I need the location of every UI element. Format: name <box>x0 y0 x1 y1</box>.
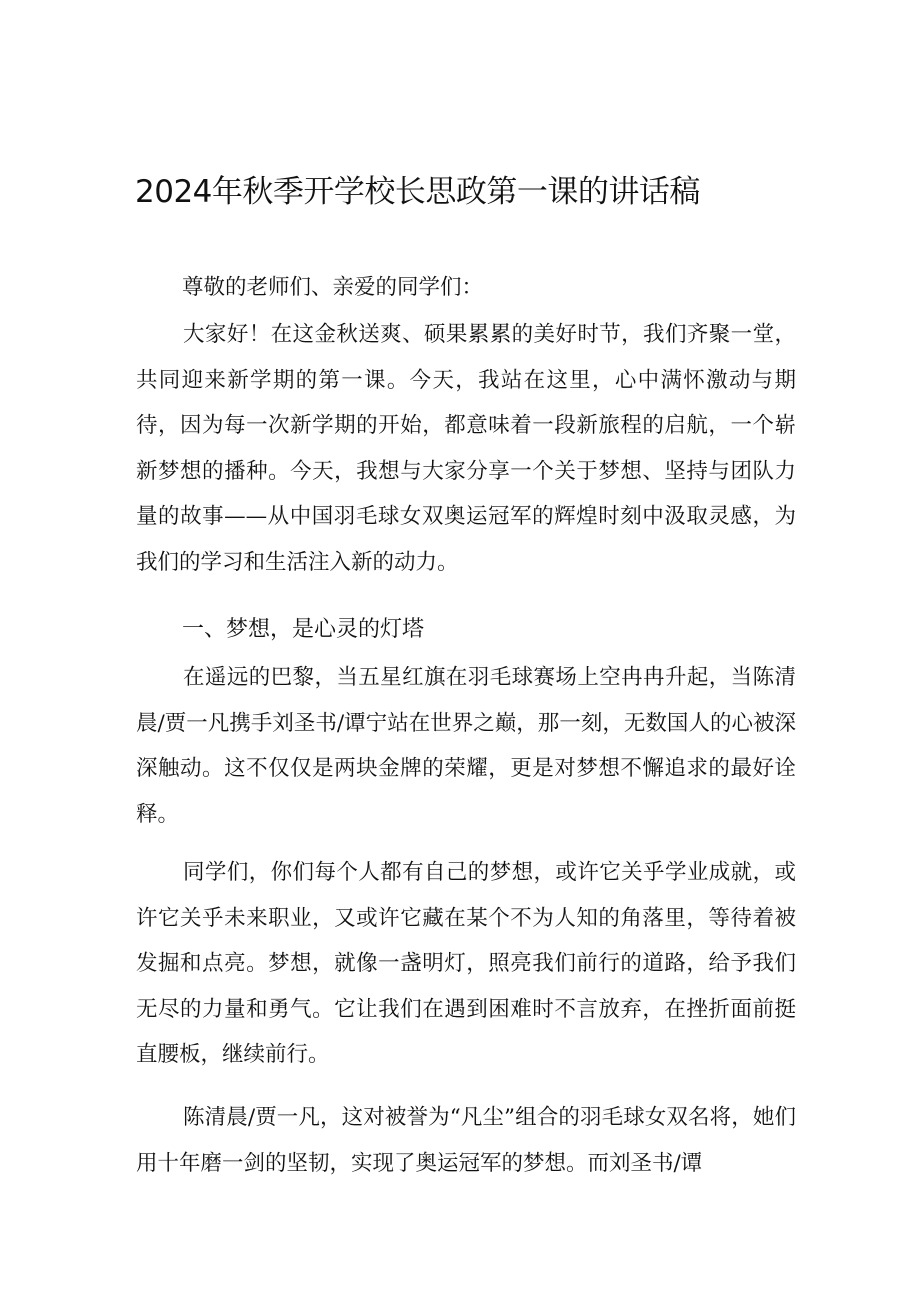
intro-paragraph: 大家好！在这金秋送爽、硕果累累的美好时节，我们齐聚一堂，共同迎来新学期的第一课。今天，我站在这里，心中满怀激动与期待，因为每一次新学期的开始，都意味着一段新旅程的启航，一个崭新梦想的播种。今天，我想与大家分享一个关于梦想、坚持与团队力量的故事——从中国羽毛球女双奥运冠军的辉煌时刻中汲取灵感，为我们的学习和生活注入新的动力。 <box>136 322 796 575</box>
salutation: 尊敬的老师们、亲爱的同学们： <box>182 275 484 300</box>
section-heading: 一、梦想，是心灵的灯塔 <box>182 617 425 642</box>
document-title: 2024年秋季开学校长思政第一课的讲话稿 <box>135 174 700 210</box>
section-paragraph-3: 陈清晨/贾一凡，这对被誉为“凡尘”组合的羽毛球女双名将，她们用十年磨一剑的坚韧，实现了奥运冠军的梦想。而刘圣书/谭 <box>136 1105 796 1176</box>
section-paragraph-1: 在遥远的巴黎，当五星红旗在羽毛球赛场上空冉冉升起，当陈清晨/贾一凡携手刘圣书/谭宁站在世界之巅，那一刻，无数国人的心被深深触动。这不仅仅是两块金牌的荣耀，更是对梦想不懈追求的最好诠释。 <box>136 665 796 827</box>
section-paragraph-2: 同学们，你们每个人都有自己的梦想，或许它关乎学业成就，或许它关乎未来职业，又或许它藏在某个不为人知的角落里，等待着被发掘和点亮。梦想，就像一盏明灯，照亮我们前行的道路，给予我们无尽的力量和勇气。它让我们在遇到困难时不言放弃，在挫折面前挺直腰板，继续前行。 <box>136 860 796 1067</box>
